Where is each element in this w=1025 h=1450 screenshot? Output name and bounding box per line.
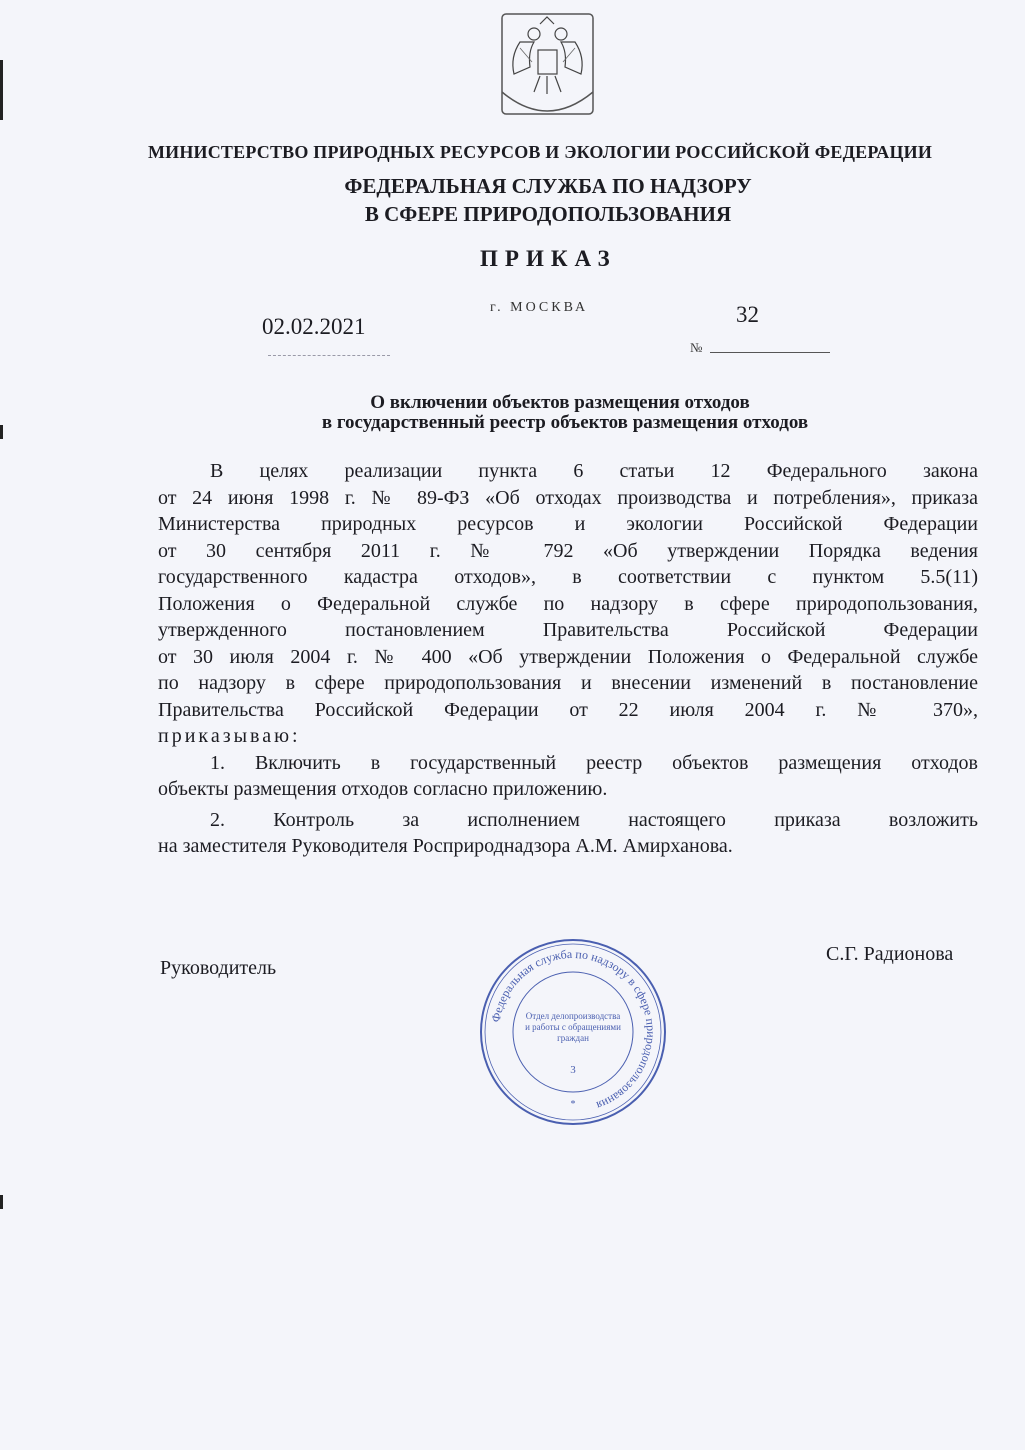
service-name-line1: ФЕДЕРАЛЬНАЯ СЛУЖБА ПО НАДЗОРУ (344, 174, 752, 198)
stamp-star-icon: * (570, 1099, 576, 1110)
scan-edge-mark (0, 425, 3, 439)
body-line: государственного кадастра отходов», в соответствии с пунктом 5.5(11) (158, 566, 978, 588)
official-stamp (478, 937, 668, 1127)
order-city: г. МОСКВА (490, 300, 589, 315)
date-underline (268, 355, 390, 356)
body-line: утвержденного постановлением Правительства Российской Федерации (158, 619, 978, 641)
number-sign: № (690, 340, 703, 355)
item-1-line1: 1. Включить в государственный реестр объектов размещения отходов (210, 751, 978, 774)
document-type-title: ПРИКАЗ (480, 246, 617, 271)
body-line-prikazyvayu: приказываю: (158, 725, 301, 747)
coat-of-arms-icon (500, 12, 595, 127)
body-line: от 30 сентября 2011 г. № 792 «Об утверждении Порядка ведения (158, 539, 978, 562)
stamp-number: 3 (570, 1064, 576, 1076)
item-1-line2: объекты размещения отходов согласно приложению. (158, 778, 608, 800)
body-line: Правительства Российской Федерации от 22 июля 2004 г. № 370», (158, 698, 978, 721)
body-line: Министерства природных ресурсов и экологии Российской Федерации (158, 513, 978, 535)
item-2-line2: на заместителя Руководителя Росприроднадзора А.М. Амирханова. (158, 835, 733, 857)
order-number: 32 (736, 302, 759, 327)
body-line: от 24 июня 1998 г. № 89-ФЗ «Об отходах производства и потребления», приказа (158, 486, 978, 509)
stamp-center-line3: граждан (557, 1033, 589, 1043)
stamp-ring-text: Федеральная служба по надзору в сфере природопользования (488, 946, 659, 1113)
ministry-name: МИНИСТЕРСТВО ПРИРОДНЫХ РЕСУРСОВ И ЭКОЛОГИИ РОССИЙСКОЙ ФЕДЕРАЦИИ (147, 142, 933, 162)
order-subject-line1: О включении объектов размещения отходов (370, 392, 750, 413)
scan-edge-mark (0, 60, 3, 120)
stamp-center-line1: Отдел делопроизводства (525, 1011, 621, 1021)
body-line: Положения о Федеральной службе по надзору в сфере природопользования, (158, 592, 978, 615)
order-subject-line2: в государственный реестр объектов размещения отходов (321, 412, 809, 433)
signer-name: С.Г. Радионова (826, 943, 954, 965)
number-underline (710, 352, 830, 353)
body-line: В целях реализации пункта 6 статьи 12 Федерального закона (210, 460, 978, 482)
signer-position: Руководитель (160, 957, 277, 979)
order-date: 02.02.2021 (262, 314, 366, 339)
service-name-line2: В СФЕРЕ ПРИРОДОПОЛЬЗОВАНИЯ (364, 202, 732, 226)
preamble-paragraph (158, 458, 978, 860)
stamp-center-line2: и работы с обращениями (525, 1022, 621, 1032)
body-line: от 30 июля 2004 г. № 400 «Об утверждении Положения о Федеральной службе (158, 645, 978, 668)
item-2-line1: 2. Контроль за исполнением настоящего приказа возложить (210, 808, 978, 831)
scan-edge-mark (0, 1195, 3, 1209)
body-line: по надзору в сфере природопользования и внесении изменений в постановление (158, 672, 978, 694)
